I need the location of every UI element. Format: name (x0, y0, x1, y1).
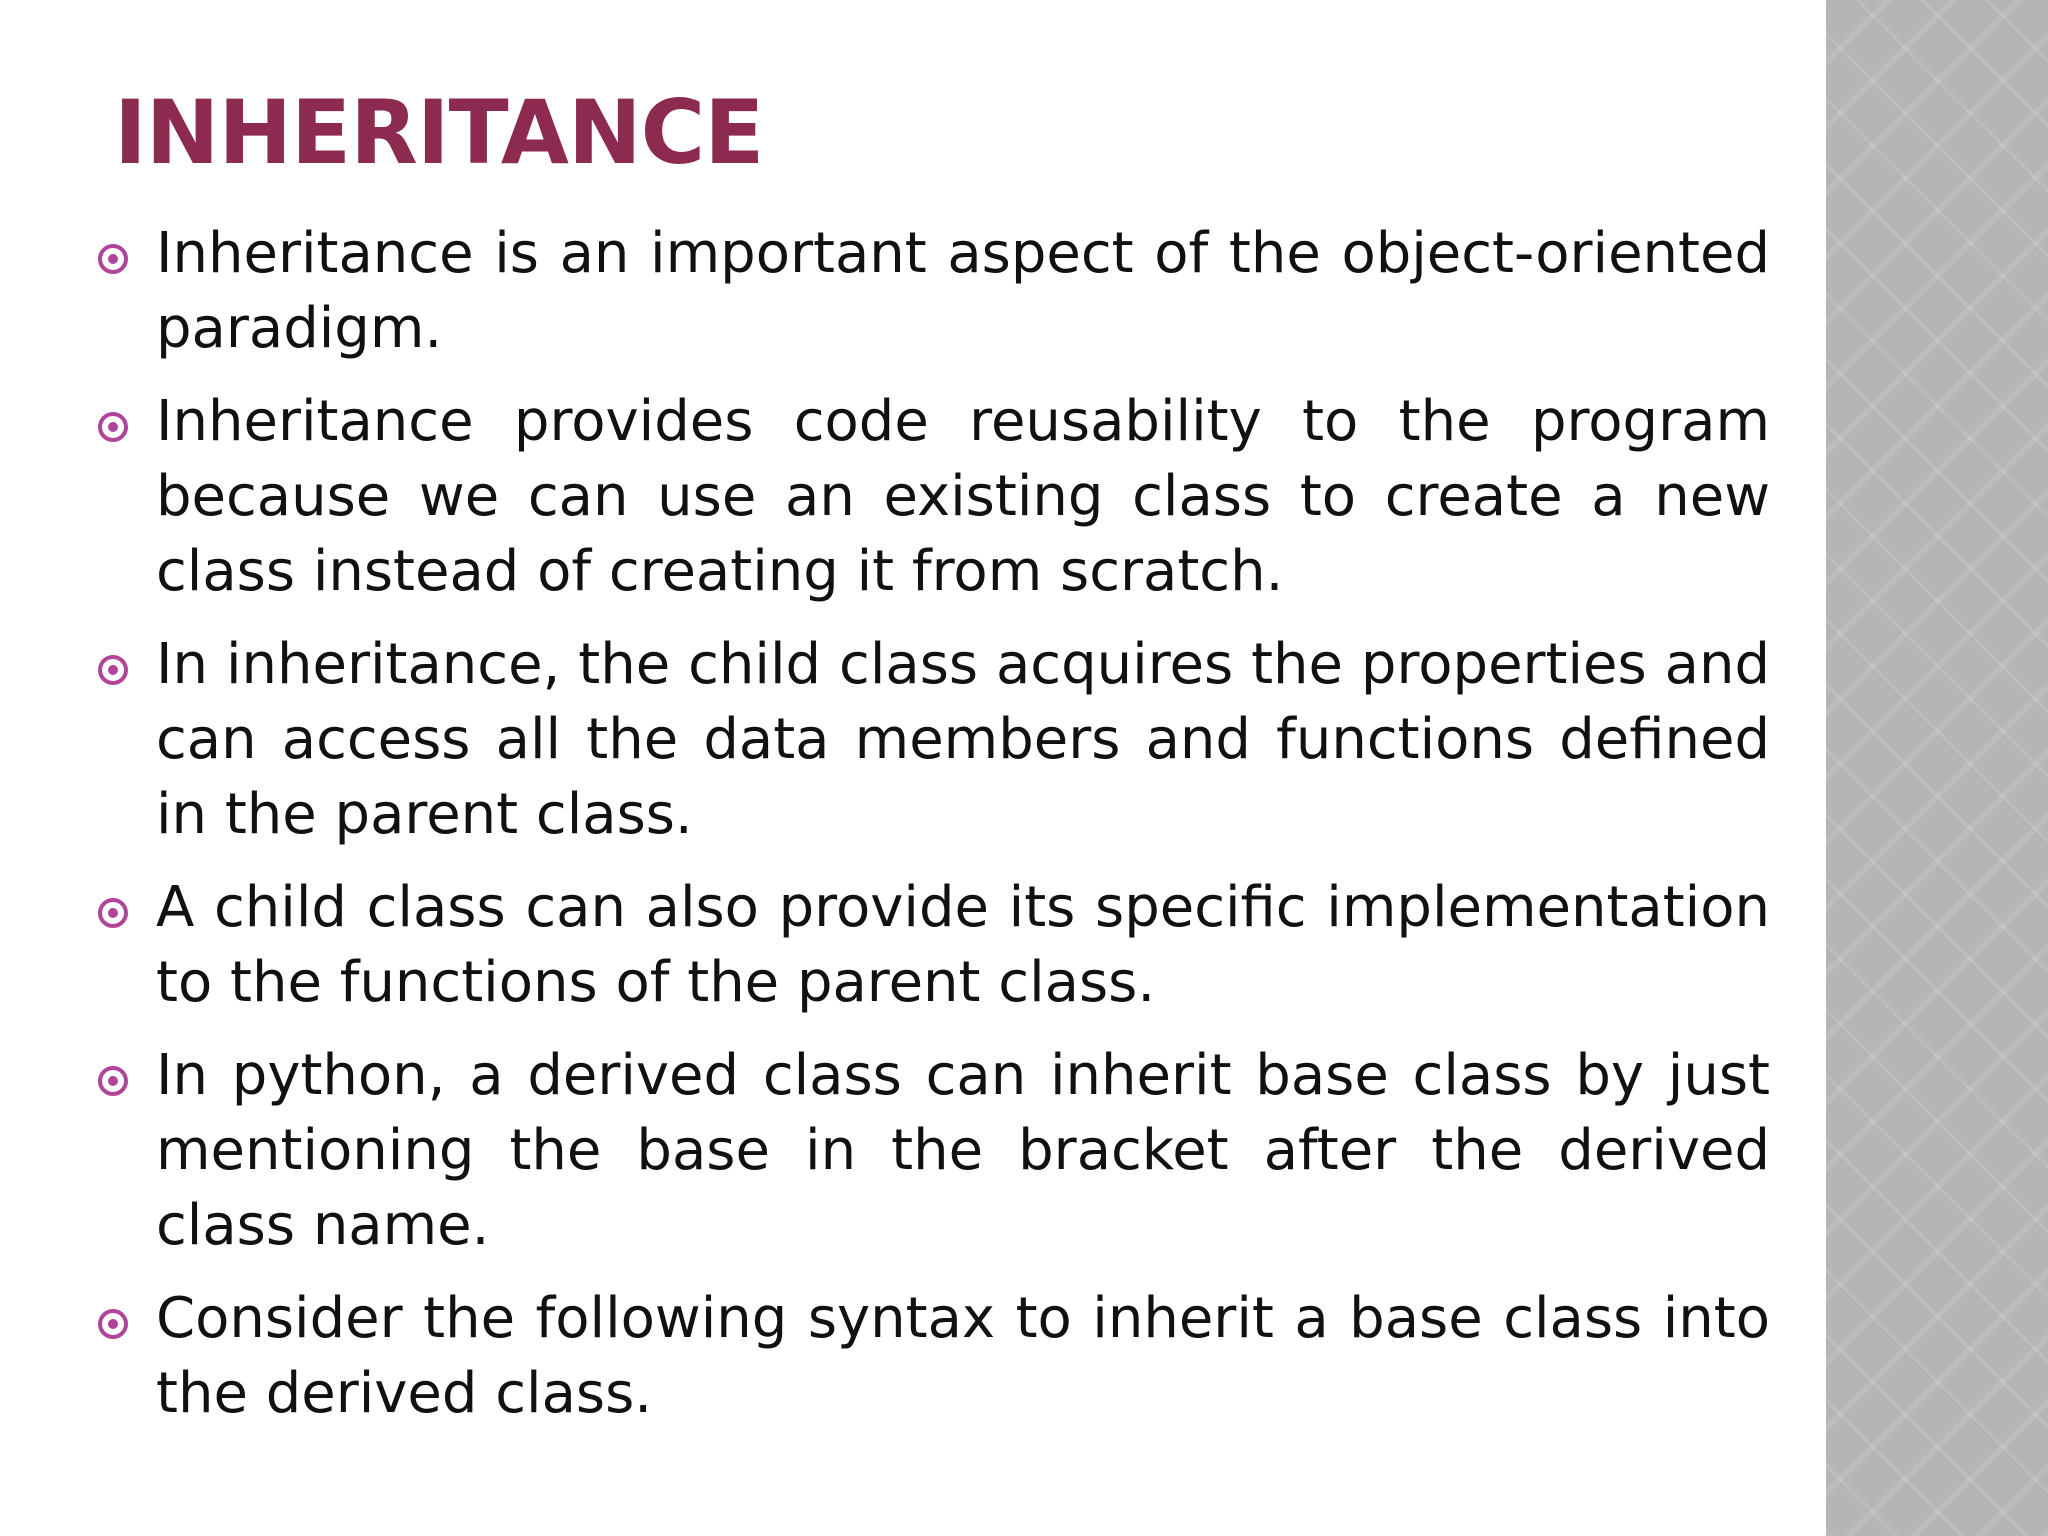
circle-dot-icon (98, 898, 128, 928)
bullet-item (96, 1038, 1770, 1263)
bullet-item (96, 216, 1770, 366)
bullet-text: Consider the following syntax to inherit a base class into the derived class. (156, 1286, 1770, 1426)
bullet-item (96, 627, 1770, 852)
bullet-text: In inheritance, the child class acquires the properties and can access all the data members and functions defined in the parent class. (156, 632, 1770, 847)
bullet-list (96, 216, 1770, 1449)
bullet-text: Inheritance is an important aspect of the object-oriented paradigm. (156, 221, 1770, 361)
bullet-item (96, 384, 1770, 609)
bullet-text: Inheritance provides code reusability to the program because we can use an existing class to create a new class instead of creating it from scratch. (156, 389, 1770, 604)
decorative-side-pattern (1826, 0, 2048, 1536)
bullet-text: In python, a derived class can inherit base class by just mentioning the base in the bracket after the derived class name. (156, 1043, 1770, 1258)
circle-dot-icon (98, 412, 128, 442)
bullet-text: A child class can also provide its specific implementation to the functions of the parent class. (156, 875, 1770, 1015)
bullet-item (96, 1281, 1770, 1431)
circle-dot-icon (98, 1309, 128, 1339)
circle-dot-icon (98, 244, 128, 274)
bullet-item (96, 870, 1770, 1020)
slide-title: INHERITANCE (114, 81, 764, 184)
circle-dot-icon (98, 1066, 128, 1096)
circle-dot-icon (98, 655, 128, 685)
